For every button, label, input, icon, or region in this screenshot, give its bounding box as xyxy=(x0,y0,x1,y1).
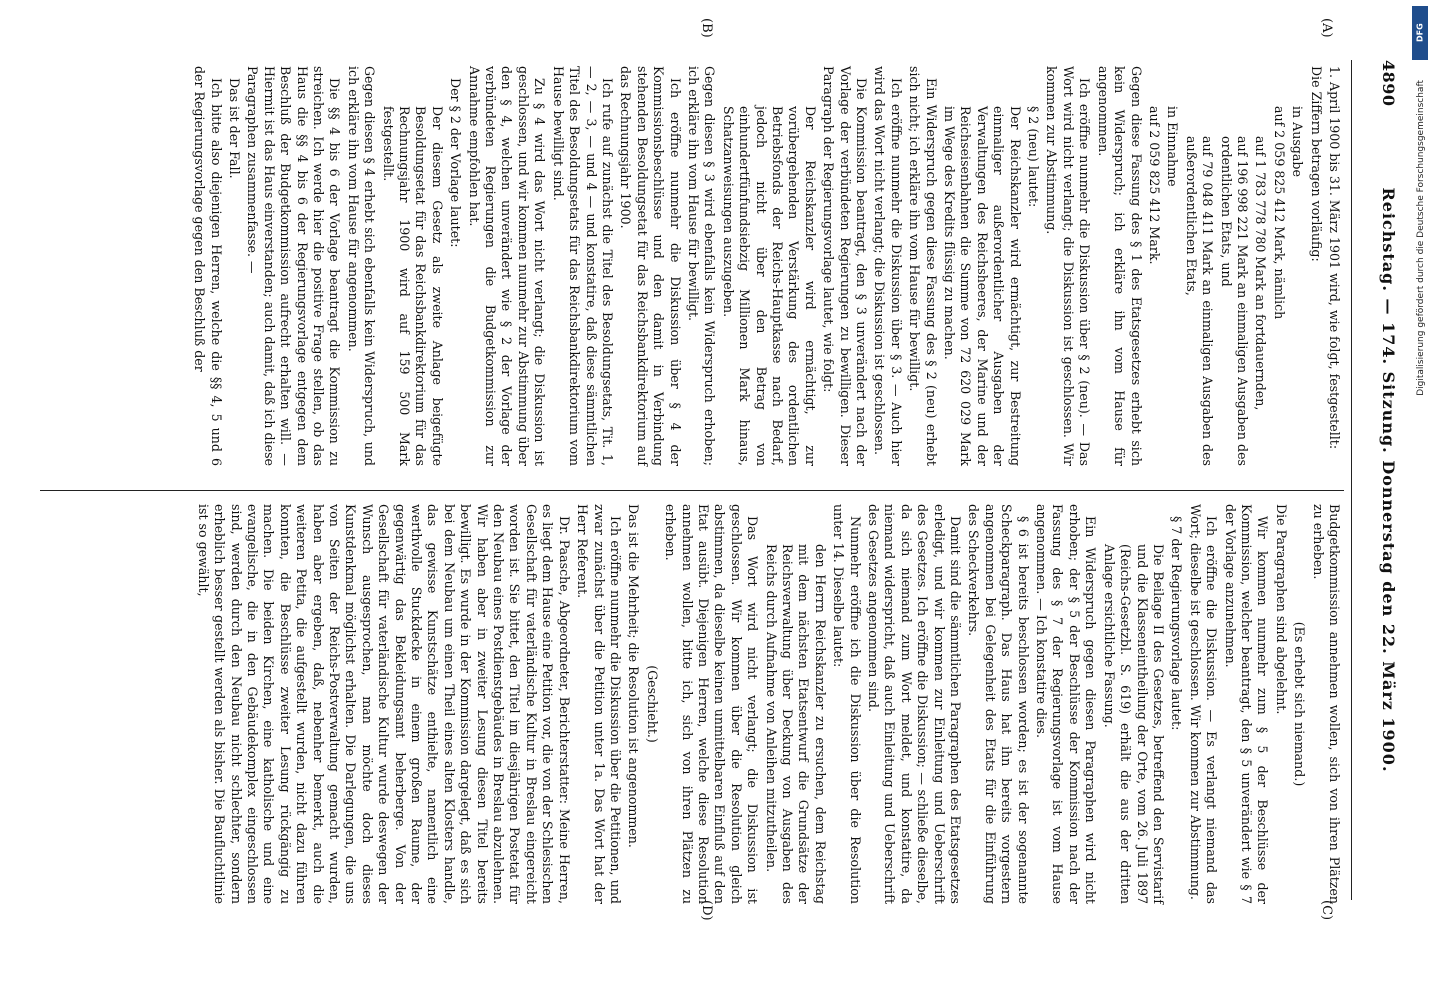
paragraph: auf 1 783 778 780 Mark an fortdauernden, xyxy=(1253,136,1269,411)
paragraph: Die Ziffern betragen vorläufig: xyxy=(1308,66,1324,262)
right-column xyxy=(192,504,1342,904)
funding-note: Digitalisierung gefördert durch die Deutsche Forschungsgemeinschaft xyxy=(1416,80,1426,396)
paragraph: Gegen diese Fassung des § 1 des Etatsgesetzes erhebt sich kein Widerspruch; ich erkläre ihn vom Hause für angenommen. xyxy=(1095,66,1144,466)
paragraph: Nunmehr eröffne ich die Diskussion über die Resolution unter 14. Dieselbe lautet: xyxy=(831,504,863,904)
paragraph: Der § 2 der Vorlage lautet: xyxy=(448,78,464,248)
paragraph: Gegen diesen § 4 erhebt sich ebenfalls kein Widerspruch, und ich erkläre ihn vom Hause für angenommen. xyxy=(345,66,378,466)
paragraph: auf 2 059 825 412 Mark, nämlich xyxy=(1271,106,1287,320)
paragraph: 1. April 1900 bis 31. März 1901 wird, wie folgt, festgestellt: xyxy=(1327,66,1342,450)
paragraph: Ich eröffne die Diskussion. — Es verlangt niemand das Wort; dieselbe ist geschlossen. Wir kommen zur Abstimmung. xyxy=(1187,504,1220,904)
page-header xyxy=(1368,60,1398,900)
margin-mark-d: (D) xyxy=(699,900,714,921)
paragraph: Die §§ 4 bis 6 der Vorlage beantragt die Kommission zu streichen. Ich werde hier die positive Frage stellen, ob das Haus die §§ 4 bis 6 der Regierungsvorlage entgegen dem Beschluß der Budgetkommission aufrecht erhalten will. — Hiermit ist das Haus einverstanden; auch damit, daß ich diese Paragraphen zusammenfasse. — xyxy=(245,66,343,466)
paragraph: Gegen diesen § 3 wird ebenfalls kein Widerspruch erhoben; ich erkläre ihn vom Hause für bewilligt. xyxy=(685,66,718,466)
paragraph: Der diesem Gesetz als zweite Anlage beigefügte Besoldungsetat für das Reichsbankdirektorium für das Rechnungsjahr 1900 wird auf 159 500 Mark festgestellt. xyxy=(380,106,445,466)
paragraph: auf 2 059 825 412 Mark. xyxy=(1146,106,1162,265)
paragraph: Die Kommission beantragt, den § 3 unverändert nach der Vorlage der verbündeten Regierungen zu bewilligen. Dieser Paragraph der Regierungsvorlage lautet, wie folgt: xyxy=(821,66,870,466)
paragraph: Das Wort wird nicht verlangt; die Diskussion ist geschlossen. Wir kommen über die Resolution gleich abstimmen, da dieselbe keinen unmittelbaren Einfluß auf den Etat ausübt. Diejenigen Herren, welche diese Resolution annehmen wollen, bitte ich, sich von ihren Plätzen zu erheben. xyxy=(663,504,761,904)
paragraph: auf 79 048 411 Mark an einmaligen Ausgaben des außerordentlichen Etats, xyxy=(1183,136,1216,466)
paragraph: Ich eröffne nunmehr die Diskussion über § 4 der Kommissionsbeschlüsse und den damit in Verbindung stehenden Besoldungsetat für das Reichsbankdirektorium auf das Rechnungsjahr 1900. xyxy=(618,66,683,466)
paragraph: Ich rufe auf zunächst die Titel des Besoldungsetats, Tit. 1, — 2, — 3, — und 4 — und konstatire, daß diese sämmtlichen Titel des Besoldungsetats für das Reichsbankdirektorium vom Hause bewilligt sind. xyxy=(550,66,615,466)
paragraph: (Geschieht.) xyxy=(644,665,660,743)
column-divider xyxy=(40,490,1344,491)
paragraph: Wir kommen nunmehr zum § 5 der Beschlüsse der Kommission, welcher beantragt, den § 5 unverändert wie § 7 der Vorlage anzunehmen. xyxy=(1222,504,1271,904)
paragraph: Der Reichskanzler wird ermächtigt, zur Bestreitung einmaliger außerordentlicher Ausgaben der Verwaltungen des Reichsheeres, der Marine und der Reichseisenbahnen die Summe von 72 620 029 Mark im Wege des Kredits flüssig zu machen. xyxy=(942,106,1023,466)
paragraph: in Ausgabe xyxy=(1290,106,1306,177)
paragraph: Damit sind die sämmtlichen Paragraphen des Etatsgesetzes erledigt, und wir kommen zur Einleitung und Ueberschrift des Gesetzes. Ich eröffne die Diskussion; — schließe dieselbe, da sich niemand zum Wort meldet, und konstatire, da niemand widerspricht, daß auch Einleitung und Ueberschrift des Gesetzes angenommen sind. xyxy=(866,504,964,904)
paragraph: in Einnahme xyxy=(1165,106,1181,187)
margin-mark-b: (B) xyxy=(699,18,714,38)
paragraph: Dr. Paasche, Abgeordneter, Berichterstatter: Meine Herren, es liegt dem Hause eine Petition vor, die von der Schlesischen Gesellschaft für vaterländische Kultur in Breslau eingereicht worden ist. Sie bittet, den Titel im diesjährigen Postetat für den Neubau eines Postdienstgebäudes in Breslau abzulehnen. Wir haben aber in zweiter Lesung diesen Titel bereits bewilligt. Es wurde in der Kommission dargelegt, daß es sich bei dem Neubau um einen Theil eines alten Klosters handle, das gewisse Kunstschätze enthielte, namentlich eine werthvolle Stuckdecke in einem großen Raume, der gegenwärtig das Bekleidungsamt beherberge. Von der Gesellschaft für vaterländische Kultur wurde deswegen der Wunsch ausgesprochen, man möchte doch dieses Kunstdenkmal möglichst erhalten. Die Darlegungen, die uns von Seiten der Reichs-Postverwaltung gemacht wurden, haben aber ergeben, daß, nebenher bemerkt, auch die weiteren Petita, die aufgestellt wurden, nicht dazu führen konnten, die Beschlüsse zweiter Lesung rückgängig zu machen. Die beiden Kirchen, eine katholische und eine evangelische, die in den Gebäudekomplex eingeschlossen sind, werden durch den Neubau nicht schlechter, sondern erheblich besser gestellt werden als bisher. Die Baufluchtlinie ist so gewählt, xyxy=(195,504,572,904)
paragraph: (Es erhebt sich niemand.) xyxy=(1292,621,1308,787)
margin-mark-c: (C) xyxy=(1319,900,1334,921)
dfg-logo-text: DFG xyxy=(1415,23,1425,43)
digitization-stamp xyxy=(1410,0,1432,1000)
paragraph: § 2 (neu) lautet: xyxy=(1026,106,1042,208)
paragraph: Das ist der Fall. xyxy=(227,78,242,179)
paragraph: Ein Widerspruch gegen diese Fassung des § 2 (neu) erhebt sich nicht; ich erkläre ihn vom Hause für bewilligt. xyxy=(907,66,939,466)
paragraph: Ich bitte also diejenigen Herren, welche die §§ 4, 5 und 6 der Regierungsvorlage gegen den Beschluß der xyxy=(192,66,224,466)
left-column xyxy=(189,66,1342,466)
header-rule xyxy=(1351,60,1352,900)
paragraph: Die Paragraphen sind abgelehnt. xyxy=(1273,504,1289,715)
paragraph: Ein Widerspruch gegen diesen Paragraphen wird nicht erhoben; der § 5 der Beschlüsse der Kommission nach der Fassung des § 7 der Regierungsvorlage ist vom Hause angenommen. — Ich konstatire dies. xyxy=(1034,504,1099,904)
paragraph: Zu § 4 wird das Wort nicht verlangt; die Diskussion ist geschlossen, und wir kommen nunmehr zur Abstimmung über den § 4, welchen unverändert wie § 2 der Vorlage der verbündeten Regierungen die Budgetkommission zur Annahme empfohlen hat. xyxy=(466,66,548,466)
paragraph: § 7 der Regierungsvorlage lautet: xyxy=(1169,516,1185,731)
page-number: 4890 xyxy=(1379,60,1398,107)
session-title: Reichstag. — 174. Sitzung. Donnerstag den 22. März 1900. xyxy=(1379,187,1398,773)
paragraph: Ich eröffne nunmehr die Diskussion über § 2 (neu). — Das Wort wird nicht verlangt; die Diskussion ist geschlossen. Wir kommen zur Abstimmung. xyxy=(1044,66,1093,466)
paragraph: Das ist die Mehrheit; die Resolution ist angenommen. xyxy=(626,504,642,848)
paragraph: auf 196 998 221 Mark an einmaligen Ausgaben des ordentlichen Etats, und xyxy=(1218,136,1250,466)
paragraph: § 6 ist bereits beschlossen worden; es ist der sogenannte Scheckparagraph. Das Haus hat ihn bereits vorgestern angenommen bei Gelegenheit des Etats für die Einführung des Scheckverkehrs. xyxy=(966,504,1031,904)
paragraph: den Herrn Reichskanzler zu ersuchen, dem Reichstag mit dem nächsten Etatsentwurf die Grundsätze der Reichsverwaltung über Deckung von Ausgaben des Reichs durch Aufnahme von Anleihen mitzutheilen. xyxy=(763,544,828,904)
paragraph: Der Reichskanzler wird ermächtigt, zur vorübergehenden Verstärkung des ordentlichen Betriebsfonds der Reichs-Hauptkasse nach Bedarf, jedoch nicht über den Betrag von einhundertfünfundsiebzig Millionen Mark hinaus, Schatzanweisungen auszugeben. xyxy=(720,106,818,466)
paragraph: Ich eröffne nunmehr die Diskussion über die Petitionen, und zwar zunächst über die Petition unter 1a. Das Wort hat der Herr Referent. xyxy=(575,504,623,904)
paragraph: Budgetkommission annehmen wollen, sich von ihren Plätzen zu erheben. xyxy=(1310,504,1342,904)
dfg-logo xyxy=(1412,6,1428,60)
margin-mark-a: (A) xyxy=(1319,18,1334,38)
paragraph: Ich eröffne nunmehr die Diskussion über § 3. — Auch hier wird das Wort nicht verlangt; die Diskussion ist geschlossen. xyxy=(872,66,904,466)
paragraph: Die Beilage II des Gesetzes, betreffend den Servistarif und die Klasseneintheilung der Orte, vom 26. Juli 1897 (Reichs-Gesetzbl. S. 619) erhält die aus der dritten Anlage ersichtliche Fassung. xyxy=(1101,544,1166,904)
